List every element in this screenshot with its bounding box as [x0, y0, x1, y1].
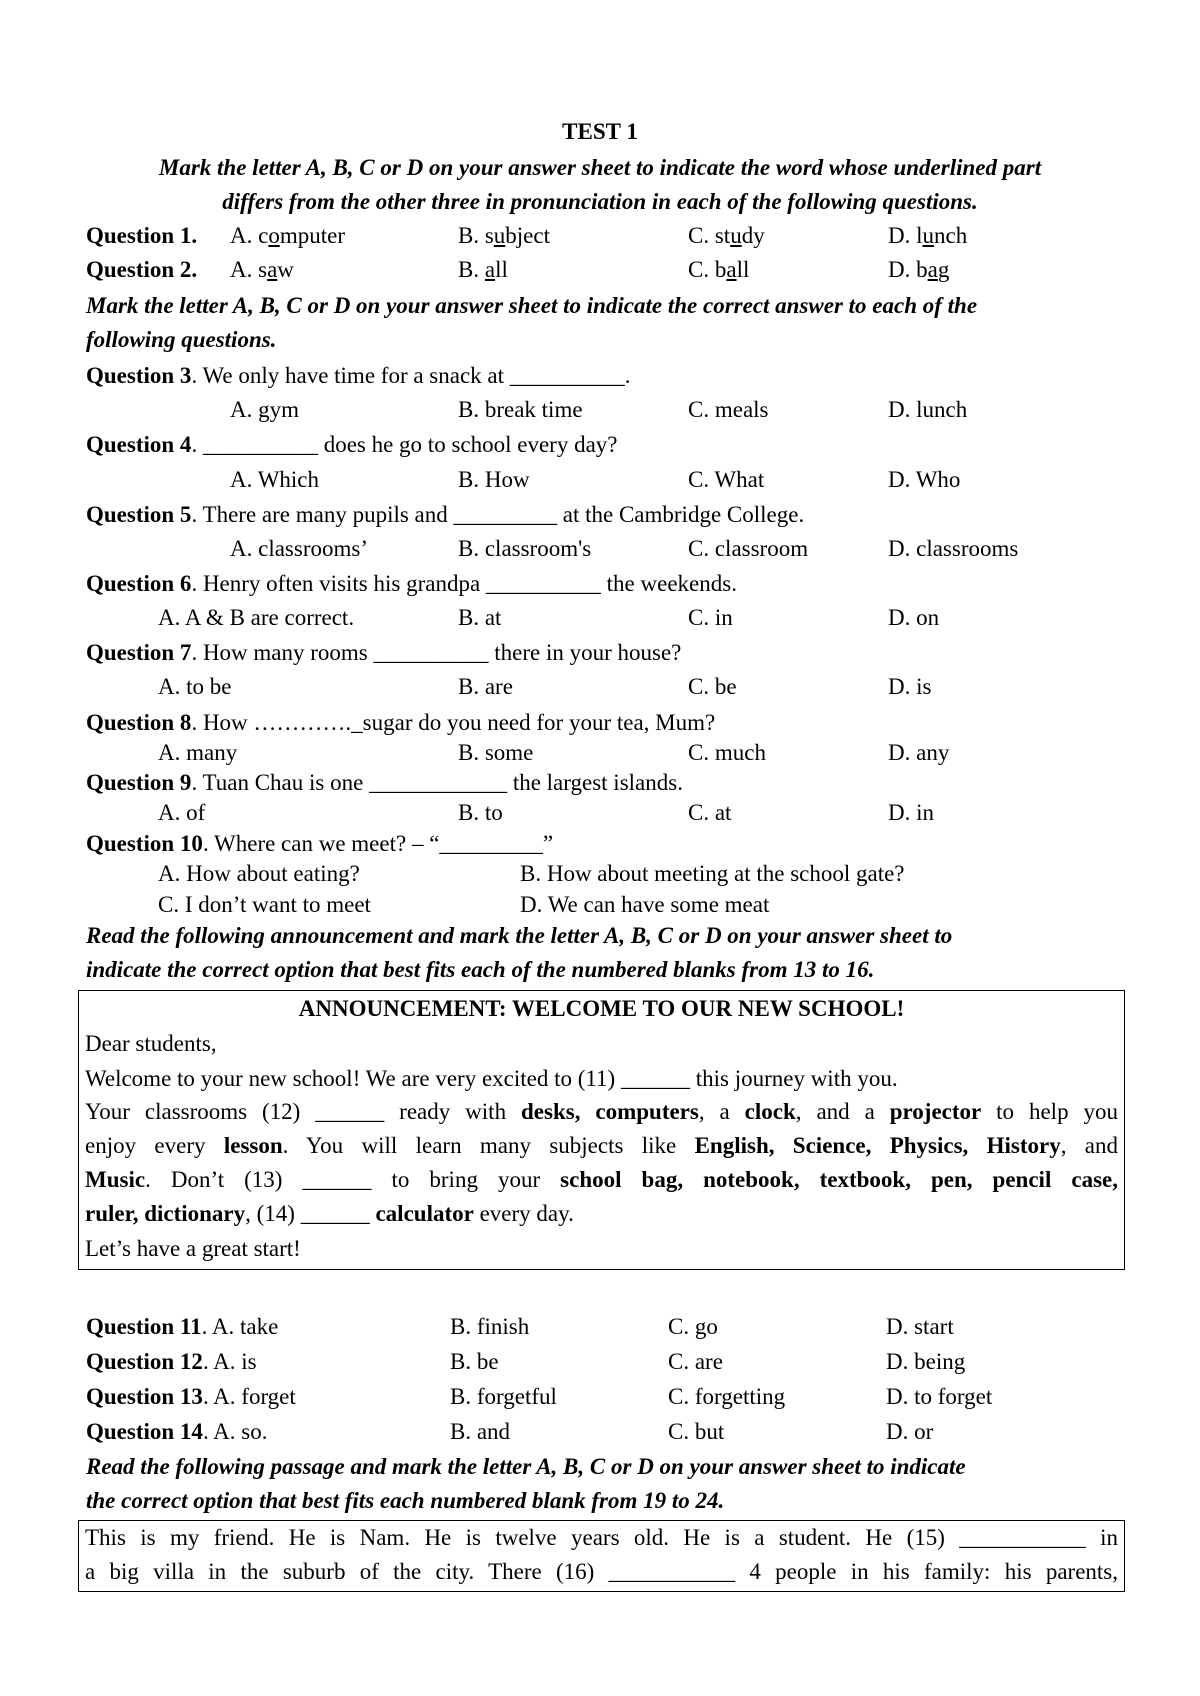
option-c[interactable]: C. What [688, 467, 765, 492]
option-b[interactable]: B. forgetful [450, 1384, 557, 1409]
option-d[interactable]: D. classrooms [888, 536, 1019, 561]
question-3-stem: Question 3. We only have time for a snack at __________. [86, 363, 631, 388]
option-a[interactable]: Question 13. A. forget [86, 1384, 296, 1409]
question-7-options [86, 673, 1126, 703]
question-4-options [86, 466, 1126, 496]
text-segment: to help you [981, 1099, 1118, 1124]
option-b[interactable]: B. finish [450, 1314, 530, 1339]
question-12 [86, 1348, 1126, 1378]
bold-term: English, Science, Physics, History [694, 1133, 1061, 1158]
instruction-grammar-line2: following questions. [86, 327, 277, 352]
option-a[interactable]: Question 11. A. take [86, 1314, 279, 1339]
question-label: Question 2. [86, 257, 198, 282]
option-a[interactable]: A. many [158, 740, 238, 765]
option-a[interactable]: A. saw [230, 257, 294, 282]
text-segment: , and [1060, 1133, 1119, 1158]
option-b[interactable]: B. at [458, 605, 502, 630]
option-a[interactable]: A. How about eating? [158, 861, 360, 886]
option-d[interactable]: D. start [886, 1314, 954, 1339]
bold-term: lesson [223, 1133, 283, 1158]
instruction-pronunciation-line1: Mark the letter A, B, C or D on your answer sheet to indicate the word whose underlined part [158, 155, 1042, 180]
instruction-pronunciation-line2: differs from the other three in pronunciation in each of the following questions. [222, 189, 978, 214]
option-b[interactable]: B. are [458, 674, 513, 699]
option-d[interactable]: D. or [886, 1419, 934, 1444]
passage-line-1: This is my friend. He is Nam. He is twelve years old. He is a student. He (15) ___________ in [85, 1525, 1118, 1550]
option-a[interactable]: A. computer [230, 223, 345, 248]
option-a[interactable]: A. Which [230, 467, 320, 492]
announcement-line-6 [85, 1200, 574, 1228]
instruction-announcement-line2: indicate the correct option that best fits each of the numbered blanks from 13 to 16. [86, 957, 875, 982]
option-a[interactable]: Question 12. A. is [86, 1349, 257, 1374]
option-b[interactable]: B. some [458, 740, 534, 765]
text-segment: , a [698, 1099, 745, 1124]
instruction-passage-line2: the correct option that best fits each numbered blank from 19 to 24. [86, 1488, 725, 1513]
passage-box [78, 1520, 1125, 1592]
text-segment: Your classrooms (12) ______ ready with [85, 1099, 521, 1124]
question-9-stem: Question 9. Tuan Chau is one ____________ the largest islands. [86, 770, 683, 795]
question-2 [86, 256, 1126, 286]
question-1 [86, 222, 1126, 252]
option-d[interactable]: D. Who [888, 467, 961, 492]
option-b[interactable]: B. classroom's [458, 536, 592, 561]
bold-term: projector [889, 1099, 982, 1124]
announcement-line-5 [85, 1166, 1118, 1194]
option-b[interactable]: B. to [458, 800, 503, 825]
bold-term: Music [85, 1167, 146, 1192]
bold-term: desks, computers [521, 1099, 699, 1124]
option-c[interactable]: C. in [688, 605, 733, 630]
text-segment: . Don’t (13) ______ to bring your [145, 1167, 561, 1192]
question-8-options [86, 739, 1126, 769]
option-d[interactable]: D. is [888, 674, 932, 699]
question-6-stem: Question 6. Henry often visits his grandpa __________ the weekends. [86, 571, 737, 596]
option-d[interactable]: D. being [886, 1349, 966, 1374]
bold-term: ruler, dictionary [85, 1201, 246, 1226]
question-8-stem: Question 8. How …………._sugar do you need for your tea, Mum? [86, 710, 716, 735]
instruction-grammar-line1: Mark the letter A, B, C or D on your answer sheet to indicate the correct answer to each of the [86, 293, 978, 318]
question-10-stem: Question 10. Where can we meet? – “_________” [86, 831, 554, 856]
text-segment: enjoy every [85, 1133, 224, 1158]
question-14 [86, 1418, 1126, 1448]
option-d[interactable]: D. on [888, 605, 940, 630]
option-c[interactable]: C. meals [688, 397, 769, 422]
passage-line-2: a big villa in the suburb of the city. There (16) ___________ 4 people in his family: his parents, [85, 1559, 1118, 1584]
option-a[interactable]: A. to be [158, 674, 232, 699]
question-5-stem: Question 5. There are many pupils and _________ at the Cambridge College. [86, 502, 805, 527]
option-a[interactable]: A. gym [230, 397, 299, 422]
question-7-stem: Question 7. How many rooms __________ there in your house? [86, 640, 682, 665]
option-b[interactable]: B. How about meeting at the school gate? [520, 861, 905, 886]
test-title: TEST 1 [562, 119, 638, 144]
instruction-announcement-line1: Read the following announcement and mark the letter A, B, C or D on your answer sheet to [86, 923, 953, 948]
announcement-heading: ANNOUNCEMENT: WELCOME TO OUR NEW SCHOOL! [298, 996, 905, 1021]
option-c[interactable]: C. but [668, 1419, 725, 1444]
option-b[interactable]: B. subject [458, 223, 550, 248]
option-b[interactable]: B. How [458, 467, 530, 492]
announcement-line-4 [85, 1132, 1118, 1160]
text-segment: , and a [795, 1099, 890, 1124]
question-10-options-row2 [86, 891, 1126, 921]
text-segment: . You will learn many subjects like [282, 1133, 695, 1158]
question-9-options [86, 799, 1126, 829]
option-d[interactable]: D. lunch [888, 223, 968, 248]
announcement-greeting: Dear students, [85, 1031, 217, 1056]
text-segment: , (14) ______ [245, 1201, 376, 1226]
question-5-options [86, 535, 1126, 565]
question-3-options [86, 396, 1126, 426]
option-d[interactable]: D. in [888, 800, 934, 825]
option-b[interactable]: B. all [458, 257, 508, 282]
option-d[interactable]: D. We can have some meat [520, 892, 770, 917]
announcement-line-3 [85, 1098, 1118, 1126]
option-c[interactable]: C. classroom [688, 536, 809, 561]
question-11 [86, 1313, 1126, 1343]
option-a[interactable]: A. of [158, 800, 206, 825]
option-c[interactable]: C. forgetting [668, 1384, 786, 1409]
instruction-passage-line1: Read the following passage and mark the letter A, B, C or D on your answer sheet to indicate [86, 1454, 966, 1479]
announcement-line-2: Welcome to your new school! We are very excited to (11) ______ this journey with you. [85, 1066, 898, 1091]
option-a[interactable]: Question 14. A. so. [86, 1419, 268, 1444]
announcement-closing: Let’s have a great start! [85, 1236, 301, 1261]
option-b[interactable]: B. be [450, 1349, 499, 1374]
option-b[interactable]: B. break time [458, 397, 583, 422]
option-d[interactable]: D. lunch [888, 397, 968, 422]
option-c[interactable]: C. much [688, 740, 766, 765]
option-d[interactable]: D. to forget [886, 1384, 993, 1409]
question-10-options-row1 [86, 860, 1126, 890]
option-d[interactable]: D. any [888, 740, 950, 765]
question-6-options [86, 604, 1126, 634]
option-c[interactable]: C. study [688, 223, 765, 248]
announcement-box [78, 990, 1125, 1270]
option-c[interactable]: C. I don’t want to meet [158, 892, 371, 917]
option-c[interactable]: C. at [688, 800, 732, 825]
question-13 [86, 1383, 1126, 1413]
bold-term: school bag, notebook, textbook, pen, pencil case, [560, 1167, 1118, 1192]
option-d[interactable]: D. bag [888, 257, 950, 282]
option-c[interactable]: C. are [668, 1349, 723, 1374]
text-segment: every day. [473, 1201, 574, 1226]
option-c[interactable]: C. be [688, 674, 737, 699]
option-c[interactable]: C. ball [688, 257, 750, 282]
option-a[interactable]: A. A & B are correct. [158, 605, 355, 630]
bold-term: clock [744, 1099, 796, 1124]
option-a[interactable]: A. classrooms’ [230, 536, 368, 561]
bold-term: calculator [375, 1201, 474, 1226]
option-c[interactable]: C. go [668, 1314, 718, 1339]
question-label: Question 1. [86, 223, 198, 248]
option-b[interactable]: B. and [450, 1419, 511, 1444]
question-4-stem: Question 4. __________ does he go to school every day? [86, 432, 618, 457]
